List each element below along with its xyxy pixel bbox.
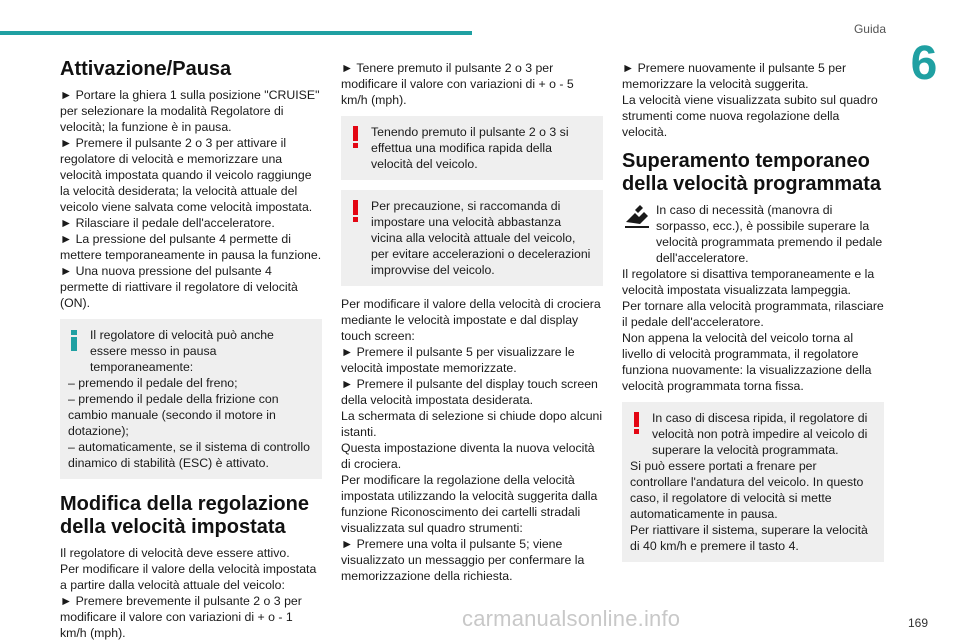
warning-text: Per precauzione, si raccomanda di impostare una velocità abbastanza vicina alla velocità attuale del veicolo, per evitare accelerazioni o decelerazioni improvvise del veicolo.	[371, 199, 591, 277]
paragraph: Il regolatore si disattiva temporaneamente e la velocità impostata visualizzata lampeggia.	[622, 267, 875, 297]
warning-box	[622, 402, 884, 562]
paragraph: ► La pressione del pulsante 4 permette di mettere temporaneamente in pausa la funzione.	[60, 232, 322, 262]
paragraph: ► Premere nuovamente il pulsante 5 per memorizzare la velocità suggerita.	[622, 61, 847, 91]
watermark: carmanualsonline.info	[462, 606, 681, 631]
paragraph: ► Premere il pulsante del display touch screen della velocità impostata desiderata.	[341, 377, 598, 407]
warning-text: Si può essere portati a frenare per controllare l'andatura del veicolo. In questo caso, il regolatore di velocità si mette automaticamente in pausa.	[630, 459, 864, 521]
warning-text: In caso di discesa ripida, il regolatore di velocità non potrà impedire al veicolo di superare la velocità programmata.	[652, 411, 868, 457]
section-title: Guida	[853, 22, 886, 36]
page-number: 169	[907, 616, 928, 630]
info-text: – premendo il pedale del freno;	[68, 376, 238, 390]
paragraph: Per modificare la regolazione della velocità impostata utilizzando la velocità suggerita dalla funzione Riconoscimento dei cartelli stradali visualizzata sul quadro strumenti:	[341, 473, 598, 535]
paragraph: ► Premere brevemente il pulsante 2 o 3 per modificare il valore con variazioni di + o - 1 km/h (mph).	[60, 594, 302, 640]
paragraph: ► Premere il pulsante 5 per visualizzare le velocità impostate memorizzate.	[341, 345, 575, 375]
paragraph: ► Una nuova pressione del pulsante 4 permette di riattivare il regolatore di velocità (ON).	[60, 264, 298, 310]
info-text: – premendo il pedale della frizione con cambio manuale (secondo il motore in dotazione);	[68, 392, 279, 438]
paragraph: Il regolatore di velocità deve essere attivo.	[60, 546, 290, 560]
paragraph: ► Tenere premuto il pulsante 2 o 3 per modificare il valore con variazioni di + o - 5 km/h (mph).	[341, 61, 574, 107]
info-icon	[68, 327, 90, 375]
warning-icon	[630, 410, 652, 458]
paragraph: Per tornare alla velocità programmata, rilasciare il pedale dell'acceleratore.	[622, 299, 884, 329]
info-text: Il regolatore di velocità può anche essere messo in pausa temporaneamente:	[90, 328, 274, 374]
paragraph: Per modificare il valore della velocità di crociera mediante le velocità impostate e dal display touch screen:	[341, 297, 601, 343]
warning-box	[341, 190, 603, 286]
paragraph: Questa impostazione diventa la nuova velocità di crociera.	[341, 441, 595, 471]
warning-icon	[349, 124, 371, 172]
column-1	[60, 54, 322, 641]
heading-modify: Modifica della regolazione della velocità impostata	[60, 493, 309, 538]
warning-text: Tenendo premuto il pulsante 2 o 3 si effettua una modifica rapida della velocità del veicolo.	[371, 125, 569, 171]
paragraph: La schermata di selezione si chiude dopo alcuni istanti.	[341, 409, 603, 439]
paragraph: ► Portare la ghiera 1 sulla posizione "CRUISE" per selezionare la modalità Regolatore di velocità; la funzione è in pausa.	[60, 88, 320, 134]
info-box	[60, 319, 322, 479]
heading-exceed: Superamento temporaneo della velocità programmata	[622, 150, 881, 195]
accelerator-note	[622, 202, 884, 266]
warning-icon	[349, 198, 371, 278]
paragraph: Non appena la velocità del veicolo torna al livello di velocità programmata, il regolatore funziona nuovamente: la visualizzazione della velocità programmata torna fissa.	[622, 331, 872, 393]
accelerator-pedal-icon	[622, 202, 656, 266]
paragraph: ► Rilasciare il pedale dell'acceleratore.	[60, 216, 275, 230]
paragraph: La velocità viene visualizzata subito sul quadro strumenti come nuova regolazione della velocità.	[622, 93, 878, 139]
heading-activation: Attivazione/Pausa	[60, 58, 232, 80]
paragraph: In caso di necessità (manovra di sorpasso, ecc.), è possibile superare la velocità programmata premendo il pedale dell'acceleratore.	[656, 203, 883, 265]
warning-box	[341, 116, 603, 180]
paragraph: ► Premere una volta il pulsante 5; viene visualizzato un messaggio per confermare la memorizzazione della richiesta.	[341, 537, 585, 583]
column-2	[341, 54, 603, 584]
paragraph: Per modificare il valore della velocità impostata a partire dalla velocità attuale del veicolo:	[60, 562, 317, 592]
info-text: – automaticamente, se il sistema di controllo dinamico di stabilità (ESC) è attivato.	[68, 440, 310, 470]
header-accent-bar	[0, 31, 472, 35]
paragraph: ► Premere il pulsante 2 o 3 per attivare il regolatore di velocità e memorizzare una velocità impostata quando il veicolo raggiunge la velocità desiderata; la velocità attuale del veicolo viene salvata come velocità impostata.	[60, 136, 313, 214]
warning-text: Per riattivare il sistema, superare la velocità di 40 km/h e premere il tasto 4.	[630, 523, 868, 553]
column-3	[622, 54, 884, 572]
chapter-number: 6	[910, 37, 938, 90]
